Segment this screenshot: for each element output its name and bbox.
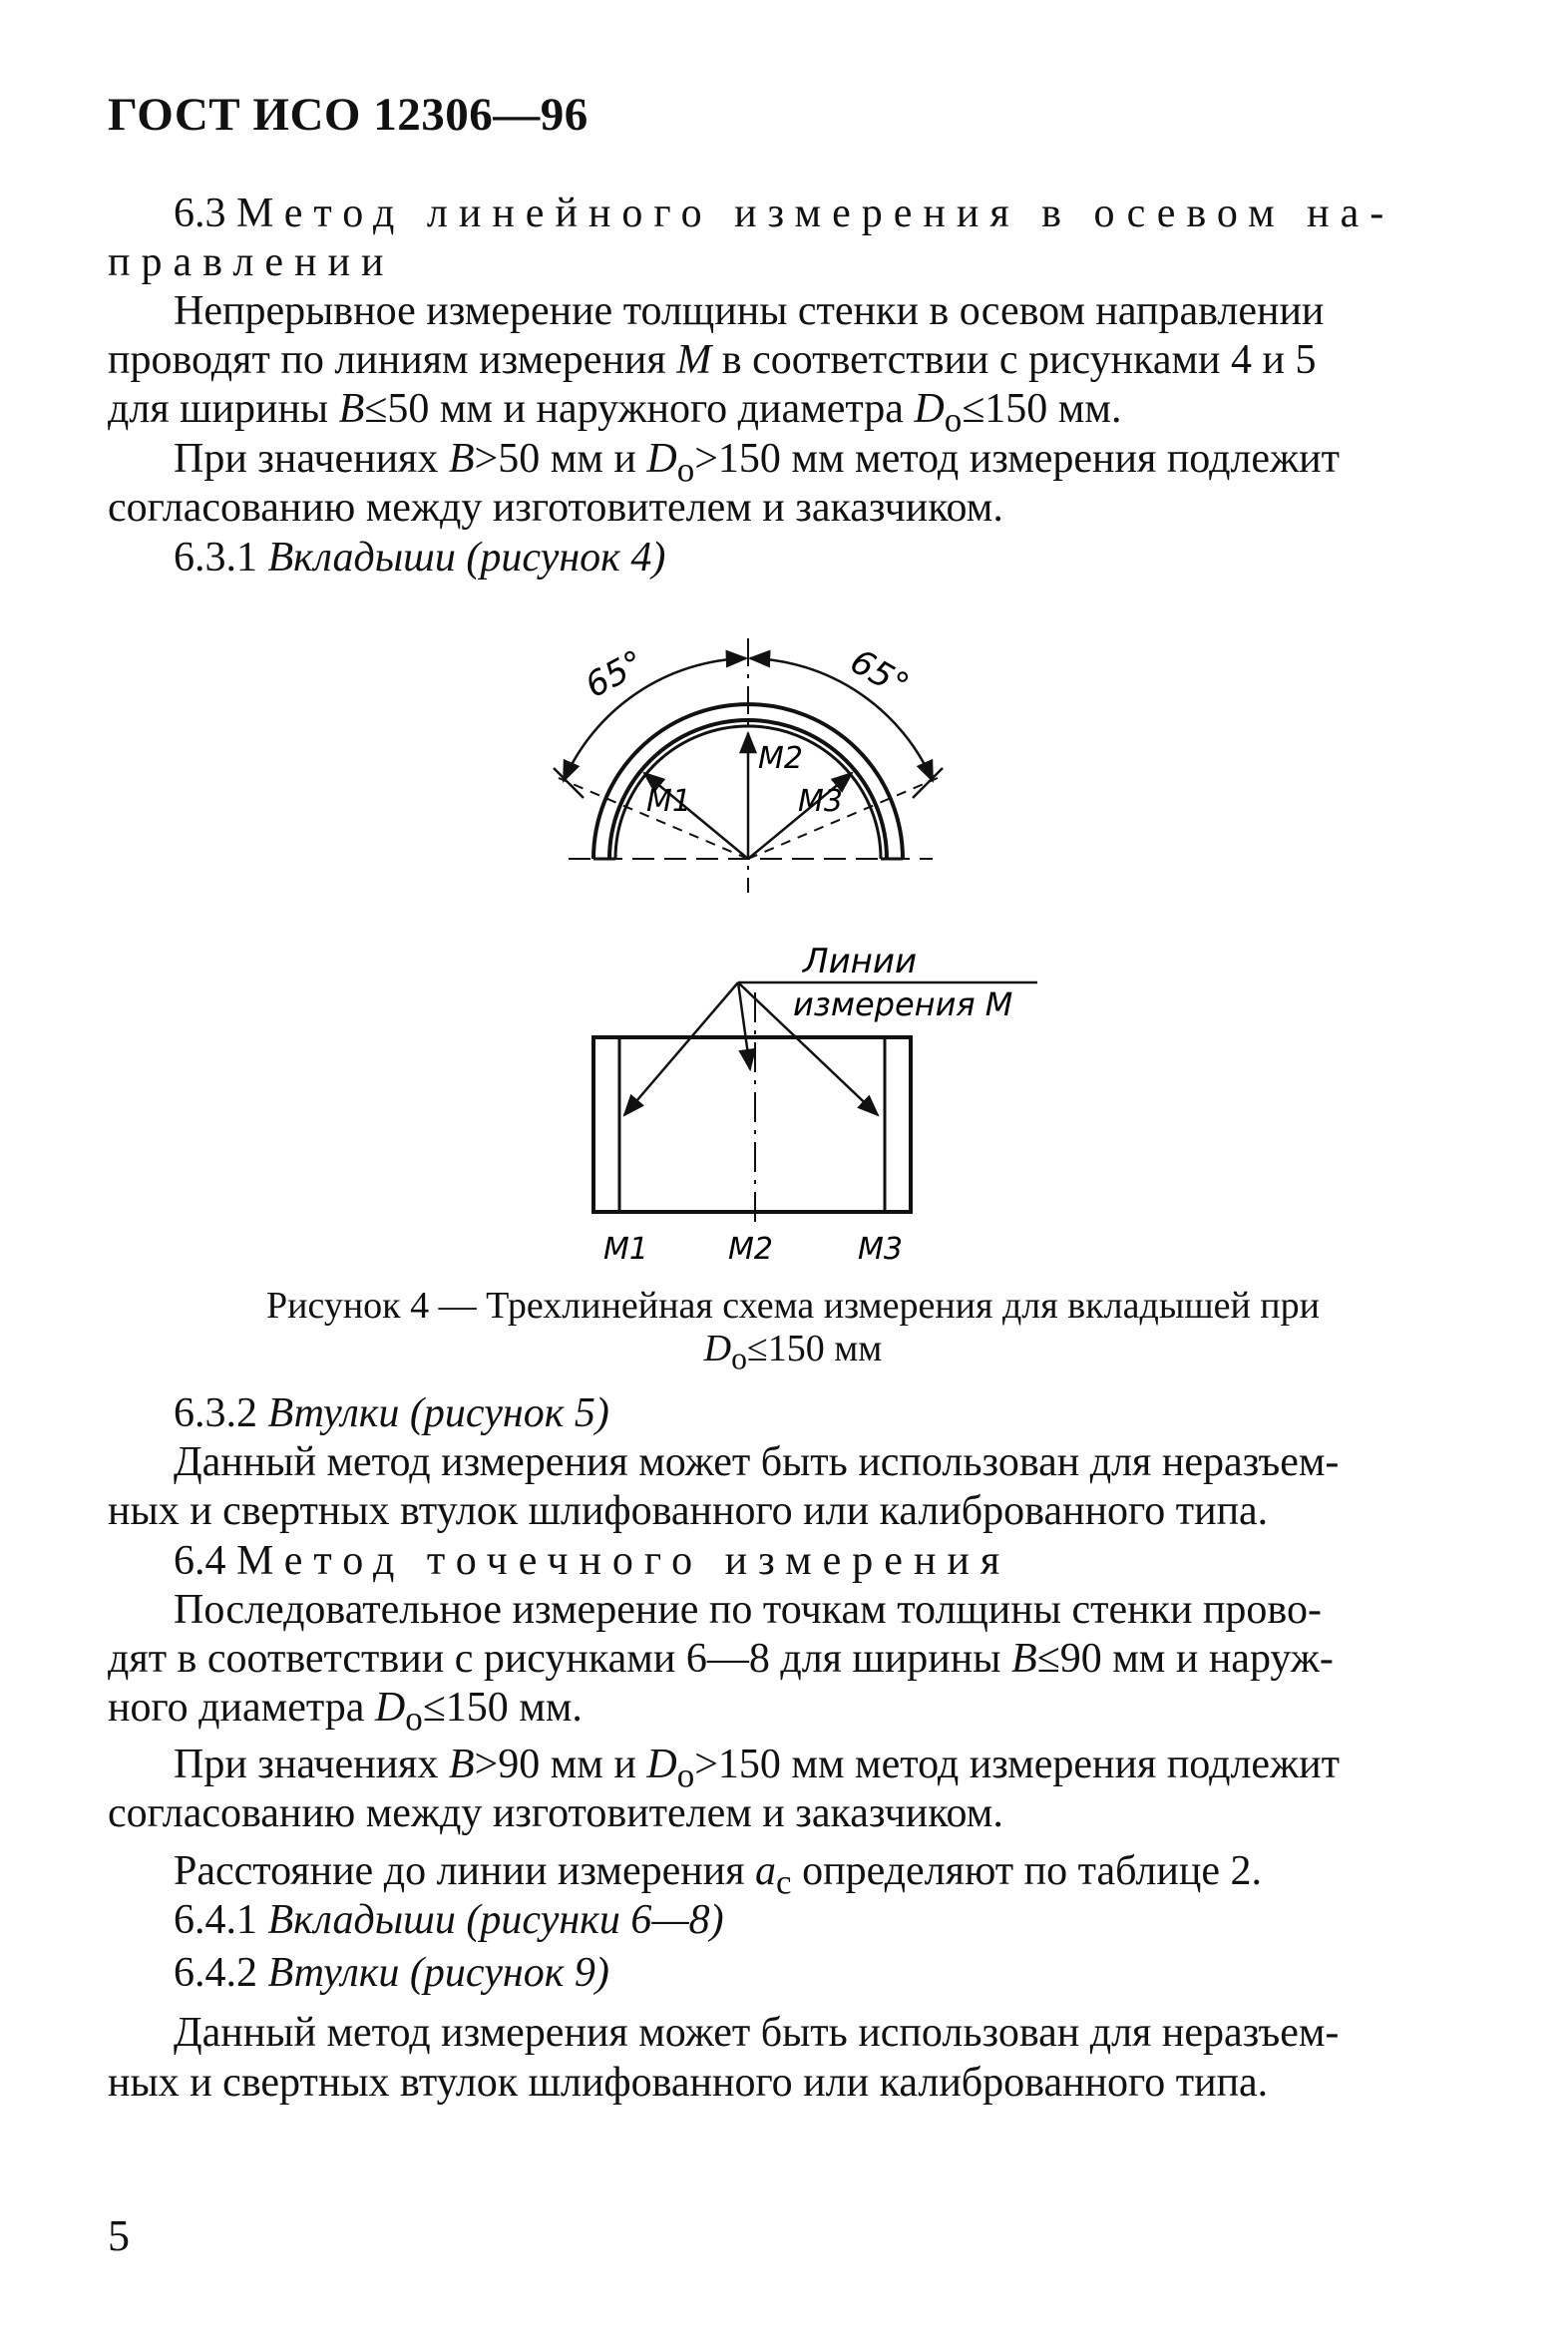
- section-number: 6.3: [174, 191, 226, 236]
- paragraph-line: Данный метод измерения может быть использован для неразъем-: [174, 1439, 1340, 1485]
- text: При значениях: [174, 436, 449, 482]
- label-m2: M2: [758, 741, 803, 776]
- section-title: Втулки (рисунок 5): [267, 1390, 609, 1436]
- var-d: D: [646, 1742, 677, 1787]
- subscript: o: [944, 400, 963, 440]
- paragraph-line: Непрерывное измерение толщины стенки в осевом направлении: [174, 288, 1325, 334]
- var-b: B: [1010, 1636, 1037, 1682]
- paragraph-line: [108, 1684, 1492, 1743]
- label-m1: M1: [646, 784, 691, 819]
- section-6-3-2-heading: [108, 1389, 1492, 1438]
- bottom-label-m1: M1: [603, 1232, 648, 1267]
- text: проводят по линиям измерения: [108, 337, 677, 383]
- var-b: B: [448, 1742, 475, 1787]
- section-title-cont: правлении: [108, 239, 395, 285]
- section-number: 6.3.1: [174, 535, 257, 581]
- section-number: 6.4.1: [174, 1897, 257, 1943]
- var-d: D: [914, 386, 945, 432]
- section-6-4-2-heading: [108, 1949, 1492, 1998]
- text: определяют по таблице 2.: [791, 1848, 1262, 1894]
- text: ≤150 мм.: [422, 1685, 583, 1731]
- subscript: o: [405, 1699, 423, 1739]
- section-title: Метод точечного измерения: [236, 1538, 1011, 1584]
- lines-label-1: Линии: [803, 942, 918, 981]
- section-title: Метод линейного измерения в осевом на-: [236, 191, 1395, 236]
- paragraph-line: Последовательное измерение по точкам толщины стенки прово-: [174, 1587, 1322, 1633]
- angle-right-label: 65°: [843, 641, 916, 706]
- text: ≤150 мм.: [962, 386, 1122, 432]
- var-d: D: [703, 1328, 732, 1369]
- caption-line: [190, 1328, 1396, 1380]
- section-title: Вкладыши (рисунки 6—8): [267, 1897, 724, 1943]
- text: ≤90 мм и наруж-: [1036, 1636, 1334, 1682]
- document-header: ГОСТ ИСО 12306—96: [108, 89, 588, 141]
- var-m: M: [676, 337, 712, 383]
- page-number: 5: [108, 2211, 130, 2260]
- text: ≤50 мм и наружного диаметра: [364, 386, 915, 432]
- subscript: o: [731, 1341, 747, 1376]
- subscript: o: [676, 1755, 695, 1795]
- section-6-4-1-heading: [108, 1896, 1492, 1945]
- text: >150 мм метод измерения подлежит: [694, 436, 1340, 482]
- text: для ширины: [108, 386, 339, 432]
- text: >150 мм метод измерения подлежит: [694, 1742, 1340, 1787]
- label-m3: M3: [798, 784, 843, 819]
- text: ного диаметра: [108, 1685, 375, 1731]
- var-a: a: [755, 1848, 777, 1894]
- text: ≤150 мм: [746, 1328, 883, 1369]
- var-b: B: [338, 386, 365, 432]
- angle-left-label: 65°: [579, 642, 651, 706]
- text: >50 мм и: [474, 436, 647, 482]
- paragraph-line: ных и свертных втулок шлифованного или калиброванного типа.: [108, 1488, 1269, 1534]
- text: >90 мм и: [474, 1742, 647, 1787]
- text: дят в соответствии с рисунками 6—8 для ширины: [108, 1636, 1011, 1682]
- section-6-4-heading: [108, 1537, 1492, 1586]
- paragraph-line: Данный метод измерения может быть использован для неразъем-: [174, 2010, 1340, 2056]
- section-title: Втулки (рисунок 9): [267, 1950, 609, 1996]
- subscript: c: [776, 1862, 792, 1902]
- bottom-label-m3: M3: [858, 1232, 903, 1267]
- section-title: Вкладыши (рисунок 4): [267, 535, 666, 581]
- subscript: o: [676, 450, 695, 490]
- paragraph-line: согласованию между изготовителем и заказчиком.: [108, 485, 1003, 531]
- caption-line: Рисунок 4 — Трехлинейная схема измерения для вкладышей при: [266, 1285, 1320, 1327]
- var-b: B: [448, 436, 475, 482]
- bottom-label-m2: M2: [728, 1232, 773, 1267]
- lines-label-2: измерения M: [793, 985, 1013, 1023]
- section-number: 6.3.2: [174, 1390, 257, 1436]
- var-d: D: [374, 1685, 406, 1731]
- text: в соответствии с рисунками 4 и 5: [711, 337, 1317, 383]
- paragraph-line: ных и свертных втулок шлифованного или калиброванного типа.: [108, 2060, 1269, 2106]
- var-d: D: [646, 436, 677, 482]
- section-number: 6.4.2: [174, 1950, 257, 1996]
- text: Расстояние до линии измерения: [174, 1848, 756, 1894]
- paragraph-line: согласованию между изготовителем и заказчиком.: [108, 1790, 1003, 1836]
- paragraph-line: [108, 1635, 1492, 1684]
- figure-4-caption: [190, 1285, 1396, 1380]
- text: При значениях: [174, 1742, 449, 1787]
- section-number: 6.4: [174, 1538, 226, 1584]
